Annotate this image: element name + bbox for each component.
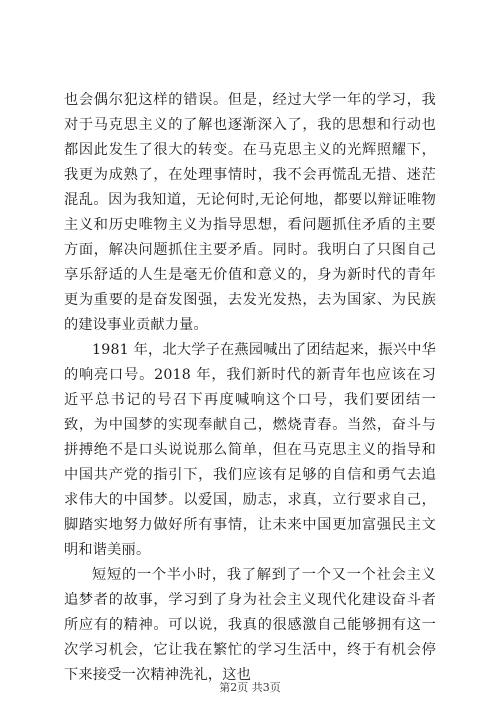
- paragraph-2: 1981 年，北大学子在燕园喊出了团结起来，振兴中华的响亮口号。2018 年，我们新时代的新青年也应该在习近平总书记的号召下再度喊响这个口号，我们要团结一致，为中国梦的实现奉献自己，燃烧青春。当然，奋斗与拼搏绝不是口头说说那么简单，但在马克思主义的指导和中国共产党的指引下，我们应该有足够的自信和勇气去追求伟大的中国梦。以爱国，励志，求真，立行要求自己，脚踏实地努力做好所有事情，让未来中国更加富强民主文明和谐美丽。: [64, 342, 436, 558]
- page-footer: 第2页 共3页: [219, 681, 281, 694]
- paragraph-1: 也会偶尔犯这样的错误。但是，经过大学一年的学习，我对于马克思主义的了解也逐渐深入了，我的思想和行动也都因此发生了很大的转变。在马克思主义的光辉照耀下，我更为成熟了，在处理事情时，我不会再慌乱无措、迷茫混乱。因为我知道，无论何时,无论何地，都要以辩证唯物主义和历史唯物主义为指导思想，看问题抓住矛盾的主要方面，解决问题抓住主要矛盾。同时。我明白了只图自己享乐舒适的人生是毫无价值和意义的，身为新时代的青年更为重要的是奋发图强，去发光发热，去为国家、为民族的建设事业贡献力量。: [64, 92, 436, 333]
- paragraph-3: 短短的一个半小时，我了解到了一个又一个社会主义追梦者的故事，学习到了身为社会主义现代化建设奋斗者所应有的精神。可以说，我真的很感激自己能够拥有这一次学习机会，它让我在繁忙的学习生活中，终于有机会停下来接受一次精神洗礼，这也: [64, 567, 436, 683]
- document-body: [64, 88, 436, 688]
